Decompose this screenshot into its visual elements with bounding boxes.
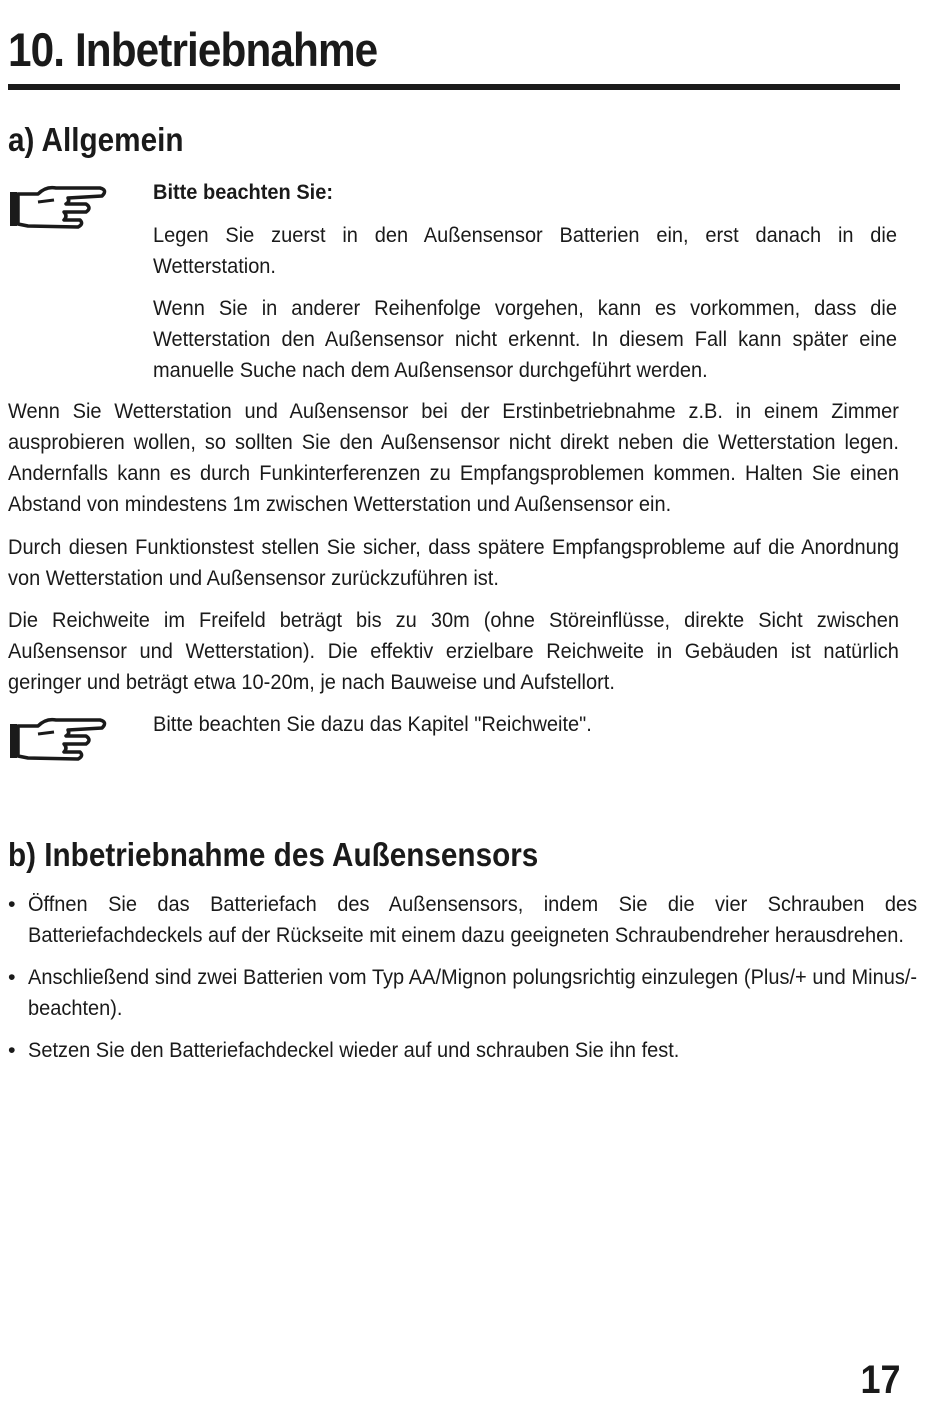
note-paragraph: Wenn Sie in anderer Reihenfolge vorgehen, kann es vorkommen, dass die Wetterstation den Außensensor nicht erkennt. In diesem Fall kann später eine manuelle Suche nach dem Außensensor durchgeführt werden. (153, 296, 897, 382)
note-paragraph: Legen Sie zuerst in den Außensensor Batterien ein, erst danach in die Wetterstation. (153, 223, 897, 278)
bullet-symbol: • (8, 965, 16, 989)
list-item (8, 889, 918, 951)
note-label: Bitte beachten Sie: (153, 180, 333, 204)
bullet-symbol: • (8, 1038, 16, 1062)
body-paragraph: Die Reichweite im Freifeld beträgt bis zu 30m (ohne Störeinflüsse, direkte Sicht zwischen Außensensor und Wetterstation). Die effektiv erzielbare Reichweite in Gebäuden ist natürlich geringer und beträgt etwa 10-20m, je nach Bauweise und Aufstellort. (8, 608, 899, 694)
pointing-hand-icon (8, 180, 108, 237)
section-a-heading: a) Allgemein (8, 121, 184, 158)
list-item (8, 1035, 908, 1066)
list-item-text: Anschließend sind zwei Batterien vom Typ AA/Mignon polungsrichtig einzulegen (Plus/+ und Minus/- beachten). (28, 965, 918, 1020)
chapter-title: 10. Inbetriebnahme (8, 23, 378, 76)
body-paragraph: Wenn Sie Wetterstation und Außensensor bei der Erstinbetriebnahme z.B. in einem Zimmer ausprobieren wollen, so sollten Sie den Außensensor nicht direkt neben die Wetterstation legen. Andernfalls kann es durch Funkinterferenzen zu Empfangsproblemen kommen. Halten Sie einen Abstand von mindestens 1m zwischen Wetterstation und Außensensor ein. (8, 399, 899, 516)
page-number: 17 (859, 1358, 900, 1402)
bullet-symbol: • (8, 892, 16, 916)
body-paragraph: Durch diesen Funktionstest stellen Sie sicher, dass spätere Empfangsprobleme auf die Anordnung von Wetterstation und Außensensor zurückzuführen ist. (8, 535, 899, 590)
pointing-hand-icon (8, 712, 108, 769)
note-text: Bitte beachten Sie dazu das Kapitel "Reichweite". (153, 712, 592, 736)
section-b-heading: b) Inbetriebnahme des Außensensors (8, 836, 539, 873)
title-rule (8, 84, 900, 90)
list-item-text: Setzen Sie den Batteriefachdeckel wieder auf und schrauben Sie ihn fest. (28, 1038, 680, 1062)
list-item (8, 962, 918, 1024)
list-item-text: Öffnen Sie das Batteriefach des Außensensors, indem Sie die vier Schrauben des Batteriefachdeckels auf der Rückseite mit einem dazu geeigneten Schraubendreher herausdrehen. (28, 892, 918, 947)
